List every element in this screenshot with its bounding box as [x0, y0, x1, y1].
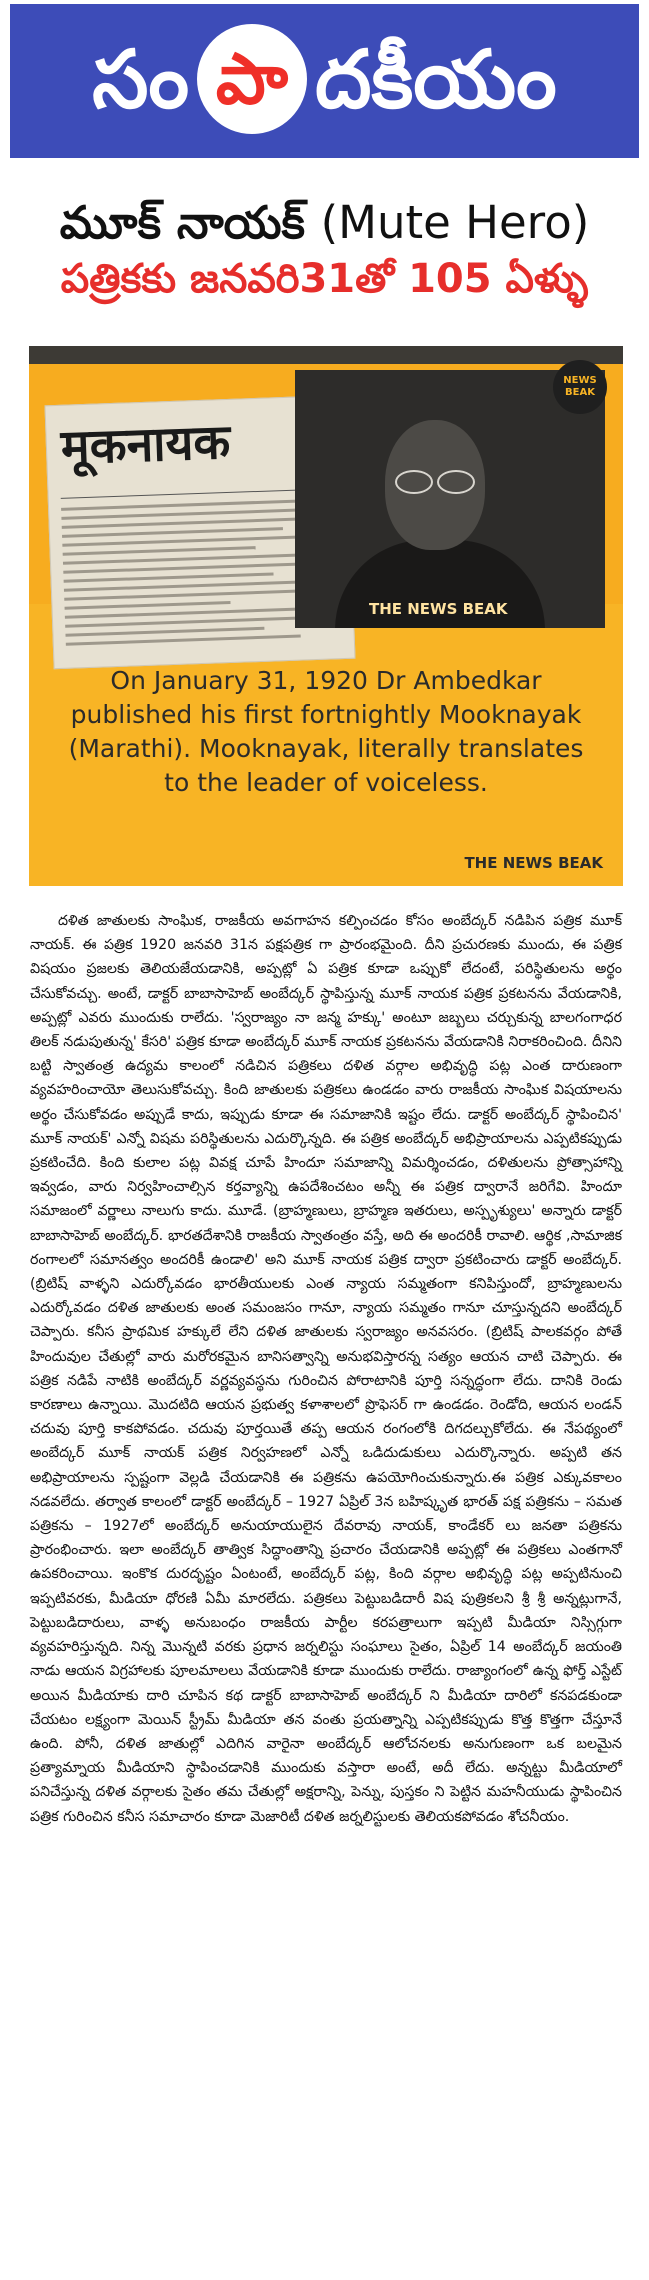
mooknayak-photo — [29, 346, 623, 886]
watermark-inner: THE NEWS BEAK — [369, 600, 508, 618]
news-beak-badge — [553, 360, 607, 414]
headline-telugu: మూక్ నాయక్ — [59, 196, 305, 249]
badge-text: NEWS BEAK — [563, 375, 597, 398]
sampadakeeyam-banner — [10, 4, 639, 158]
ambedkar-portrait — [295, 370, 605, 628]
article-body — [30, 909, 622, 1829]
banner-title-post: దకీయం — [315, 33, 557, 126]
headline-main — [0, 196, 649, 260]
banner-title-circle: పా — [197, 24, 307, 134]
headline-english: (Mute Hero) — [320, 196, 590, 249]
newspaper-masthead: मूकनायक — [59, 413, 232, 476]
headline-sub: పత్రికకు జనవరి31తో 105 ఏళ్ళు — [60, 256, 589, 302]
article-paragraph: దళిత జాతులకు సాంఘిక, రాజకీయ అవగాహన కల్పించడం కోసం అంబేద్కర్ నడిపిన పత్రిక మూక్ నాయక్. ఈ పత్రిక 1920 జనవరి 31న పక్షపత్రిక గా ప్రారంభమైంది. దీని ప్రచురణకు ముందు, ఈ పత్రిక విషయం ప్రజలకు తెలియజేయడానికి, అప్పట్లో ఏ పత్రిక కూడా ఒప్పుకో లేదంటే, పరిస్థితులను అర్థం చేసుకోవచ్చు. అంటే, డాక్టర్ బాబాసాహెబ్ అంబేద్కర్ స్థాపిస్తున్న మూక్ నాయక పత్రిక ప్రకటనను వేయడానికి, అప్పట్లో ఎవరు ముందుకు రాలేదు. 'స్వరాజ్యం నా జన్మ హక్కు' అంటూ జబ్బలు చర్చుకున్న బాలగంగాధర తిలక్ నడుపుతున్న' కేసరి' పత్రిక కూడా అంబేద్కర్ మూక్ నాయక ప్రకటనను వేయడానికి నిరాకరించింది. దీనిని బట్టి స్వాతంత్ర ఉద్యమ కాలంలో నడిచిన పత్రికలు దళిత వర్గాల అభివృద్ధి పట్ల ఎంత దారుణంగా వ్యవహరించాయో తెలుసుకోవచ్చు. కింది జాతులకు పత్రికలు ఉండడం వారు రాజకీయ సాంఘిక విషయాలను అర్థం చేసుకోవడం అప్పుడే కాదు, ఇప్పుడు కూడా ఈ సమాజానికి ఇష్టం లేదు. డాక్టర్ అంబేద్కర్ స్థాపించిన' మూక్ నాయక్' ఎన్నో విషమ పరిస్థితులను ఎదుర్కొన్నది. ఈ పత్రిక అంబేద్కర్ అభిప్రాయాలను ఎప్పటికప్పుడు ప్రకటించేది. కింది కులాల పట్ల వివక్ష చూపే హిందూ సమాజాన్ని విమర్శించడం, దళితులను ప్రోత్సాహాన్ని ఇవ్వడం, వారు నిర్వహించాల్సిన కర్తవ్యాన్ని ఉపదేశించటం అన్నీ ఈ పత్రిక ద్వారానే జరిగేవి. హిందూ సమాజంలో వర్ణాలు నాలుగు కాదు. మూడే. (బ్రాహ్మణులు, బ్రాహ్మణ ఇతరులు, అస్పృశ్యులు' అన్నారు డాక్టర్ బాబాసాహెబ్ అంబేద్కర్. భారతదేశానికి రాజకీయ స్వాతంత్రం వస్తే, అది ఈ అందరికీ రావాలి. ఆర్థిక ,సామాజిక రంగాలలో సమానత్వం అందరికీ ఉండాలి' అని మూక్ నాయక పత్రిక ద్వారా ప్రకటించారు డాక్టర్ అంబేద్కర్. (బ్రిటిష్ వాళ్ళని ఎదుర్కోవడం భారతీయులకు ఎంత న్యాయ సమ్మతంగా కనిపిస్తుందో, బ్రాహ్మణులను ఎదుర్కోవడం దళిత జాతులకు అంత సమంజసం గానూ, న్యాయ సమ్మతం గానూ చూస్తున్నదని అంబేద్కర్ చెప్పారు. కనీస ప్రాథమిక హక్కులే లేని దళిత జాతులకు స్వరాజ్యం అనవసరం. (బ్రిటిష్ పాలకవర్గం పోతే హిందువుల చేతుల్లో వారు మరోరకమైన బానిసత్వాన్ని అనుభవిస్తారన్న సత్యం ఆయన చాటి చెప్పారు. ఈ పత్రిక నడిపే నాటికి అంబేద్కర్ వర్ణవ్యవస్థను గురించిన పోరాటానికి పూర్తి సన్నద్ధంగా లేదు. దానికి రెండు కారణాలు ఉన్నాయి. మొదటిది ఆయన ప్రభుత్వ కళాశాలలో ప్రొఫెసర్ గా ఉండడం. రెండోది, ఆయన లండన్ చదువు పూర్తి కాకపోవడం. చదువు పూర్తయితే తప్ప ఆయన రంగంలోకి దిగదల్చుకోలేదు. ఈ నేపథ్యంలో అంబేద్కర్ మూక్ నాయక్ పత్రిక నిర్వహణలో ఎన్నో ఒడిదుడుకులు ఎదుర్కొన్నారు. అప్పటి తన అభిప్రాయాలను స్పష్టంగా వెల్లడి చేయడానికి ఈ పత్రికను ఉపయోగించుకున్నారు.ఈ పత్రిక ఎక్కువకాలం నడవలేదు. తర్వాత కాలంలో డాక్టర్ అంబేద్కర్ – 1927 ఏప్రిల్ 3న బహిష్కృత భారత్ పక్ష పత్రికను – సమత పత్రికను – 1927లో అంబేద్కర్ అనుయాయులైన దేవరావు నాయక్, కాండేకర్ లు జనతా పత్రికను ప్రారంభించారు. ఇలా అంబేద్కర్ తాత్విక సిద్ధాంతాన్ని ప్రచారం చేయడానికి అప్పట్లో ఈ పత్రికలు ఎంతగానో ఉపకరించాయి. ఇంకొక దురదృష్టం ఏంటంటే, అంబేద్కర్ పట్ల, కింది వర్గాల అభివృద్ధి పట్ల అప్పటినుంచి ఇప్పటివరకు, మీడియా ధోరణి ఏమీ మారలేదు. పత్రికలు పెట్టుబడిదారీ విష పుత్రికలని శ్రీ శ్రీ అన్నట్లుగానే, పెట్టుబడిదారులు, వాళ్ళ అనుబంధం రాజకీయ పార్టీల కరపత్రాలుగా ఇప్పటి మీడియా నిస్సిగ్గుగా వ్యవహరిస్తున్నది. నిన్న మొన్నటి వరకు ప్రధాన జర్నలిస్టు సంఘాలు సైతం, ఏప్రిల్ 14 అంబేద్కర్ జయంతి నాడు ఆయన విగ్రహాలకు పూలమాలలు వేయడానికి కూడా ముందుకు రాలేదు. రాజ్యాంగంలో ఉన్న ఫోర్త్ ఎస్టేట్ అయిన మీడియాకు దారి చూపిన కథ డాక్టర్ బాబాసాహెబ్ అంబేద్కర్ ని మీడియా దారిలో కనపడకుండా చేయటం లక్ష్యంగా మెయిన్ స్ట్రీమ్ మీడియా తన వంతు ప్రయత్నాన్ని ఎప్పటికప్పుడు కొత్త కొత్తగా చేస్తూనే ఉంది. పోనీ, దళిత జాతుల్లో ఎదిగిన వారైనా అంబేద్కర్ ఆలోచనలకు అనుగుణంగా ఒక బలమైన ప్రత్యామ్నాయ మీడియాని స్థాపించడానికి ముందుకు వస్తారా అంటే, అదీ లేదు. అన్నట్టు మీడియాలో పనిచేస్తున్న దళిత వర్గాలకు సైతం తమ చేతుల్లో అక్షరాన్ని, పెన్ను, పుస్తకం ని పెట్టిన మహనీయుడు స్థాపించిన పత్రిక గురించిన కనీస సమాచారం కూడా మెజారిటీ దళిత జర్నలిస్టులకు తెలియకపోవడం శోచనీయం. — [30, 913, 622, 1825]
glasses-icon — [395, 470, 477, 492]
banner-title-pre: సం — [92, 33, 190, 126]
photo-caption: On January 31, 1920 Dr Ambedkar published his first fortnightly Mooknayak (Marathi). Mooknayak, literally translates to the leader of voiceless. — [68, 666, 584, 797]
banner-title — [10, 30, 639, 134]
watermark-bottom: THE NEWS BEAK — [464, 854, 603, 872]
